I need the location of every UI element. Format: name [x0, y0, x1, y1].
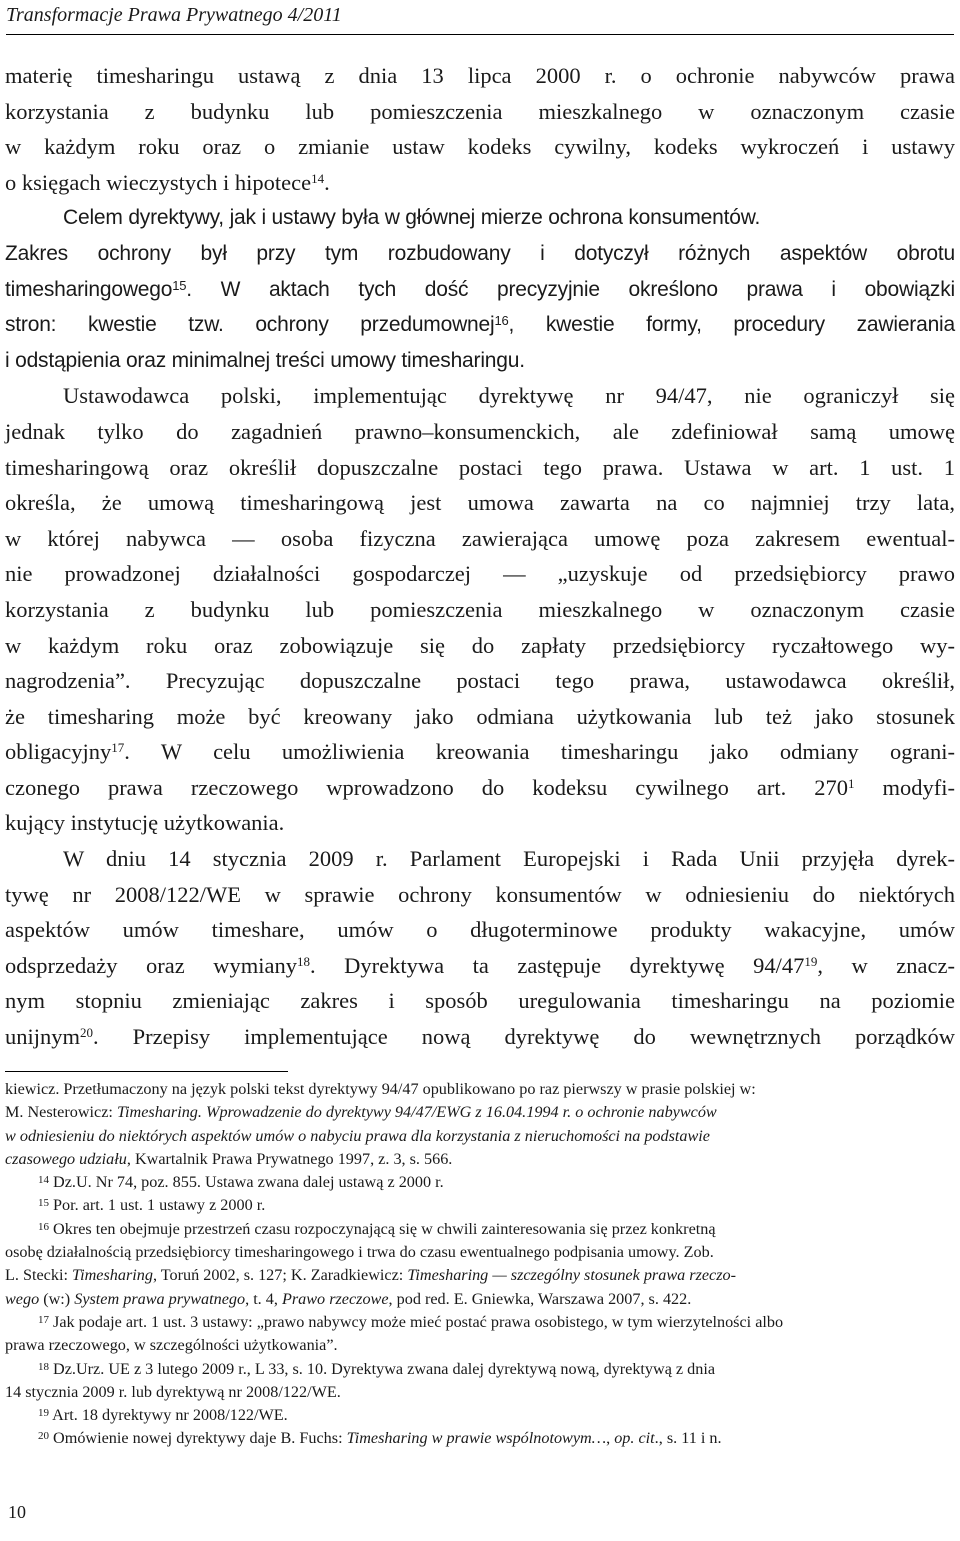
- footnote-line: osobę działalnością przedsiębiorcy timesharingowego i trwa do czasu ewentualnego podpisania umowy. Zob.: [5, 1243, 714, 1262]
- italic-title: Timesharing. Wprowadzenie do dyrektywy 94/47/EWG z 16.04.1994 r. o ochronie nabywców: [116, 1103, 717, 1122]
- text-segment: (w:): [39, 1289, 75, 1308]
- text-segment: czonego prawa rzeczowego wprowadzono do kodeksu cywilnego art. 270: [5, 774, 849, 800]
- text-segment: Dz.Urz. UE z 3 lutego 2009 r., L 33, s. 10. Dyrektywa zwana dalej dyrektywą nową, dyrektywą z dnia: [49, 1359, 716, 1378]
- text-line: w której nabywca — osoba fizyczna zawierająca umowę poza zakresem ewentual-: [5, 525, 955, 551]
- footnote-line: 14 stycznia 2009 r. lub dyrektywą nr 2008/122/WE.: [5, 1382, 341, 1401]
- text-line: [5, 1019, 955, 1055]
- italic-title: Prawo rzeczowe: [281, 1289, 389, 1308]
- text-segment: timesharingowego: [5, 277, 173, 301]
- text-segment: , w znacz-: [817, 952, 955, 978]
- text-segment: , Kwartalnik Prawa Prywatnego 1997, z. 3, s. 566.: [126, 1149, 453, 1168]
- text-segment: Por. art. 1 ust. 1 ustawy z 2000 r.: [49, 1196, 266, 1215]
- footnote-number: 14: [38, 1174, 49, 1187]
- footnote-number: 20: [38, 1430, 49, 1443]
- text-line: [5, 165, 955, 201]
- footnote-line: [5, 1148, 957, 1171]
- text-segment: Okres ten obejmuje przestrzeń czasu rozpoczynającą się w chwili zainteresowania się przez konkretną: [49, 1219, 716, 1238]
- text-segment: unijnym: [5, 1024, 81, 1050]
- text-segment: M. Nesterowicz:: [5, 1103, 117, 1122]
- text-segment: Jak podaje art. 1 ust. 3 ustawy: „prawo nabywcy może mieć postać prawa osobistego, w tym wierzytelności albo: [49, 1312, 784, 1331]
- text-segment: . W aktach tych dość precyzyjnie określono prawa i obowiązki: [186, 277, 955, 301]
- text-segment: , pod red. E. Gniewka, Warszawa 2007, s. 422.: [388, 1289, 692, 1308]
- text-line: korzystania z budynku lub pomieszczenia mieszkalnego w oznaczonym czasie: [5, 596, 955, 622]
- footnote-20: [5, 1427, 957, 1450]
- text-segment: . W celu umożliwienia kreowania timesharingu jako odmiany ograni-: [124, 739, 955, 765]
- text-line: [5, 272, 955, 308]
- footnote-15: [5, 1194, 957, 1217]
- footnote-line: [5, 1264, 957, 1287]
- paragraph-1: [5, 58, 955, 200]
- text-line: określa, że umową timesharingową jest umowa zawarta na co najmniej trzy lata,: [5, 490, 955, 516]
- text-segment: stron: kwestie tzw. ochrony przedumownej: [5, 313, 495, 337]
- text-line: jednak tylko do zagadnień prawno–konsumenckich, ale zdefiniował samą umowę: [5, 418, 955, 444]
- footnote-ref: 15: [172, 277, 187, 293]
- footnote-ref: 16: [494, 313, 509, 329]
- footnote-line: kiewicz. Przetłumaczony na język polski tekst dyrektywy 94/47 opublikowano po raz pierwszy w prasie polskiej w:: [5, 1080, 756, 1098]
- text-line: nie prowadzonej działalności gospodarczej — „uzyskuje od przedsiębiorcy prawo: [5, 561, 955, 587]
- footnote-number: 15: [38, 1197, 49, 1210]
- superscript: 1: [848, 775, 855, 791]
- text-line: w każdym roku oraz zobowiązuje się do zapłaty przedsiębiorcy ryczałtowego wy-: [5, 632, 955, 658]
- text-segment: ,: [606, 1429, 615, 1448]
- footnote-17: [5, 1311, 957, 1334]
- italic-title: Timesharing — szczególny stosunek prawa rzeczo-: [407, 1266, 737, 1285]
- text-line: nym stopniu zmieniając zakres i sposób uregulowania timesharingu na poziomie: [5, 988, 955, 1014]
- italic-title: w odniesieniu do niektórych aspektów umów o nabyciu prawa dla korzystania z nieruchomości na podstawie: [5, 1126, 710, 1145]
- text-line: Ustawodawca polski, implementując dyrektywę nr 94/47, nie ograniczył się: [63, 383, 955, 409]
- italic-title: wego: [5, 1289, 40, 1308]
- footnote-ref: 14: [311, 170, 325, 186]
- text-line: materię timesharingu ustawą z dnia 13 lipca 2000 r. o ochronie nabywców prawa: [5, 63, 955, 88]
- italic-title: czasowego udziału: [5, 1149, 127, 1168]
- footnotes: [5, 1078, 957, 1451]
- text-segment: Omówienie nowej dyrektywy daje B. Fuchs:: [49, 1429, 347, 1448]
- footnote-number: 18: [38, 1360, 49, 1373]
- footnote-number: 16: [38, 1220, 49, 1233]
- text-line: aspektów umów timeshare, umów o długoterminowe produkty wakacyjne, umów: [5, 917, 955, 943]
- text-line: w każdym roku oraz o zmianie ustaw kodeks cywilny, kodeks wykroczeń i ustawy: [5, 134, 955, 160]
- page-number: 10: [8, 1502, 26, 1522]
- text-segment: .: [324, 169, 330, 195]
- text-line: Zakres ochrony był przy tym rozbudowany i dotyczył różnych aspektów obrotu: [5, 241, 955, 265]
- footnote-line: [5, 1125, 957, 1148]
- text-segment: Art. 18 dyrektywy nr 2008/122/WE.: [49, 1406, 288, 1425]
- footnote-ref: 17: [111, 740, 125, 756]
- italic-title: Timesharing w prawie wspólnotowym…: [346, 1429, 607, 1448]
- text-line: nagrodzenia”. Precyzując dopuszczalne postaci tego prawa, ustawodawca określił,: [5, 668, 955, 694]
- footnote-number: 17: [38, 1313, 49, 1326]
- text-line: kujący instytucję użytkowania.: [5, 810, 285, 836]
- text-line: [5, 770, 955, 806]
- footnote-ref: 20: [80, 1025, 94, 1041]
- text-line: i odstąpienia oraz minimalnej treści umowy timesharingu.: [5, 348, 525, 372]
- text-segment: modyfi-: [854, 774, 955, 800]
- running-header: [6, 4, 954, 35]
- text-segment: , kwestie formy, procedury zawierania: [508, 313, 955, 337]
- text-segment: ., s. 11 i n.: [654, 1429, 722, 1448]
- text-segment: . Dyrektywa ta zastępuje dyrektywę 94/47: [309, 952, 805, 978]
- footnote-18: [5, 1358, 957, 1381]
- italic-title: Timesharing: [72, 1266, 153, 1285]
- footnote-14: [5, 1171, 957, 1194]
- text-segment: L. Stecki:: [5, 1266, 72, 1285]
- italic-title: op. cit: [614, 1429, 655, 1448]
- paragraph-2: [5, 200, 955, 378]
- footnote-line: [5, 1288, 957, 1311]
- text-line: [5, 307, 955, 343]
- text-segment: Dz.U. Nr 74, poz. 855. Ustawa zwana dalej ustawą z 2000 r.: [49, 1173, 444, 1192]
- italic-title: System prawa prywatnego: [74, 1289, 246, 1308]
- text-line: tywę nr 2008/122/WE w sprawie ochrony konsumentów w odniesieniu do niektórych: [5, 881, 955, 907]
- footnote-separator: [5, 1071, 288, 1072]
- footnote-ref: 18: [296, 953, 310, 969]
- text-segment: . Przepisy implementujące nową dyrektywę do wewnętrznych porządków: [93, 1024, 955, 1050]
- text-line: W dniu 14 stycznia 2009 r. Parlament Europejski i Rada Unii przyjęła dyrek-: [63, 846, 955, 872]
- text-line: Celem dyrektywy, jak i ustawy była w głównej mierze ochrona konsumentów.: [63, 206, 761, 230]
- footnote-16: [5, 1218, 957, 1241]
- footnote-ref: 19: [804, 953, 818, 969]
- footnote-line: [5, 1101, 957, 1124]
- text-segment: obligacyjny: [5, 739, 112, 765]
- text-segment: o księgach wieczystych i hipotece: [5, 169, 312, 195]
- paragraph-4: [5, 841, 955, 1055]
- text-line: korzystania z budynku lub pomieszczenia mieszkalnego w oznaczonym czasie: [5, 98, 955, 124]
- text-line: że timesharing może być kreowany jako odmiana użytkowania lub też jako stosunek: [5, 703, 955, 729]
- text-line: timesharingową oraz określił dopuszczalne postaci tego prawa. Ustawa w art. 1 ust. 1: [5, 454, 955, 480]
- footnote-19: [5, 1404, 957, 1427]
- text-segment: , t. 4,: [245, 1289, 282, 1308]
- text-segment: odsprzedaży oraz wymiany: [5, 952, 297, 978]
- footnote-line: prawa rzeczowego, w szczególności użytkowania”.: [5, 1336, 338, 1355]
- footnote-number: 19: [38, 1407, 49, 1420]
- text-line: [5, 734, 955, 770]
- text-line: [5, 948, 955, 984]
- main-text: [5, 58, 955, 1055]
- journal-title: Transformacje Prawa Prywatnego 4/2011: [6, 4, 342, 26]
- text-segment: , Toruń 2002, s. 127; K. Zaradkiewicz:: [152, 1266, 408, 1285]
- paragraph-3: [5, 378, 955, 841]
